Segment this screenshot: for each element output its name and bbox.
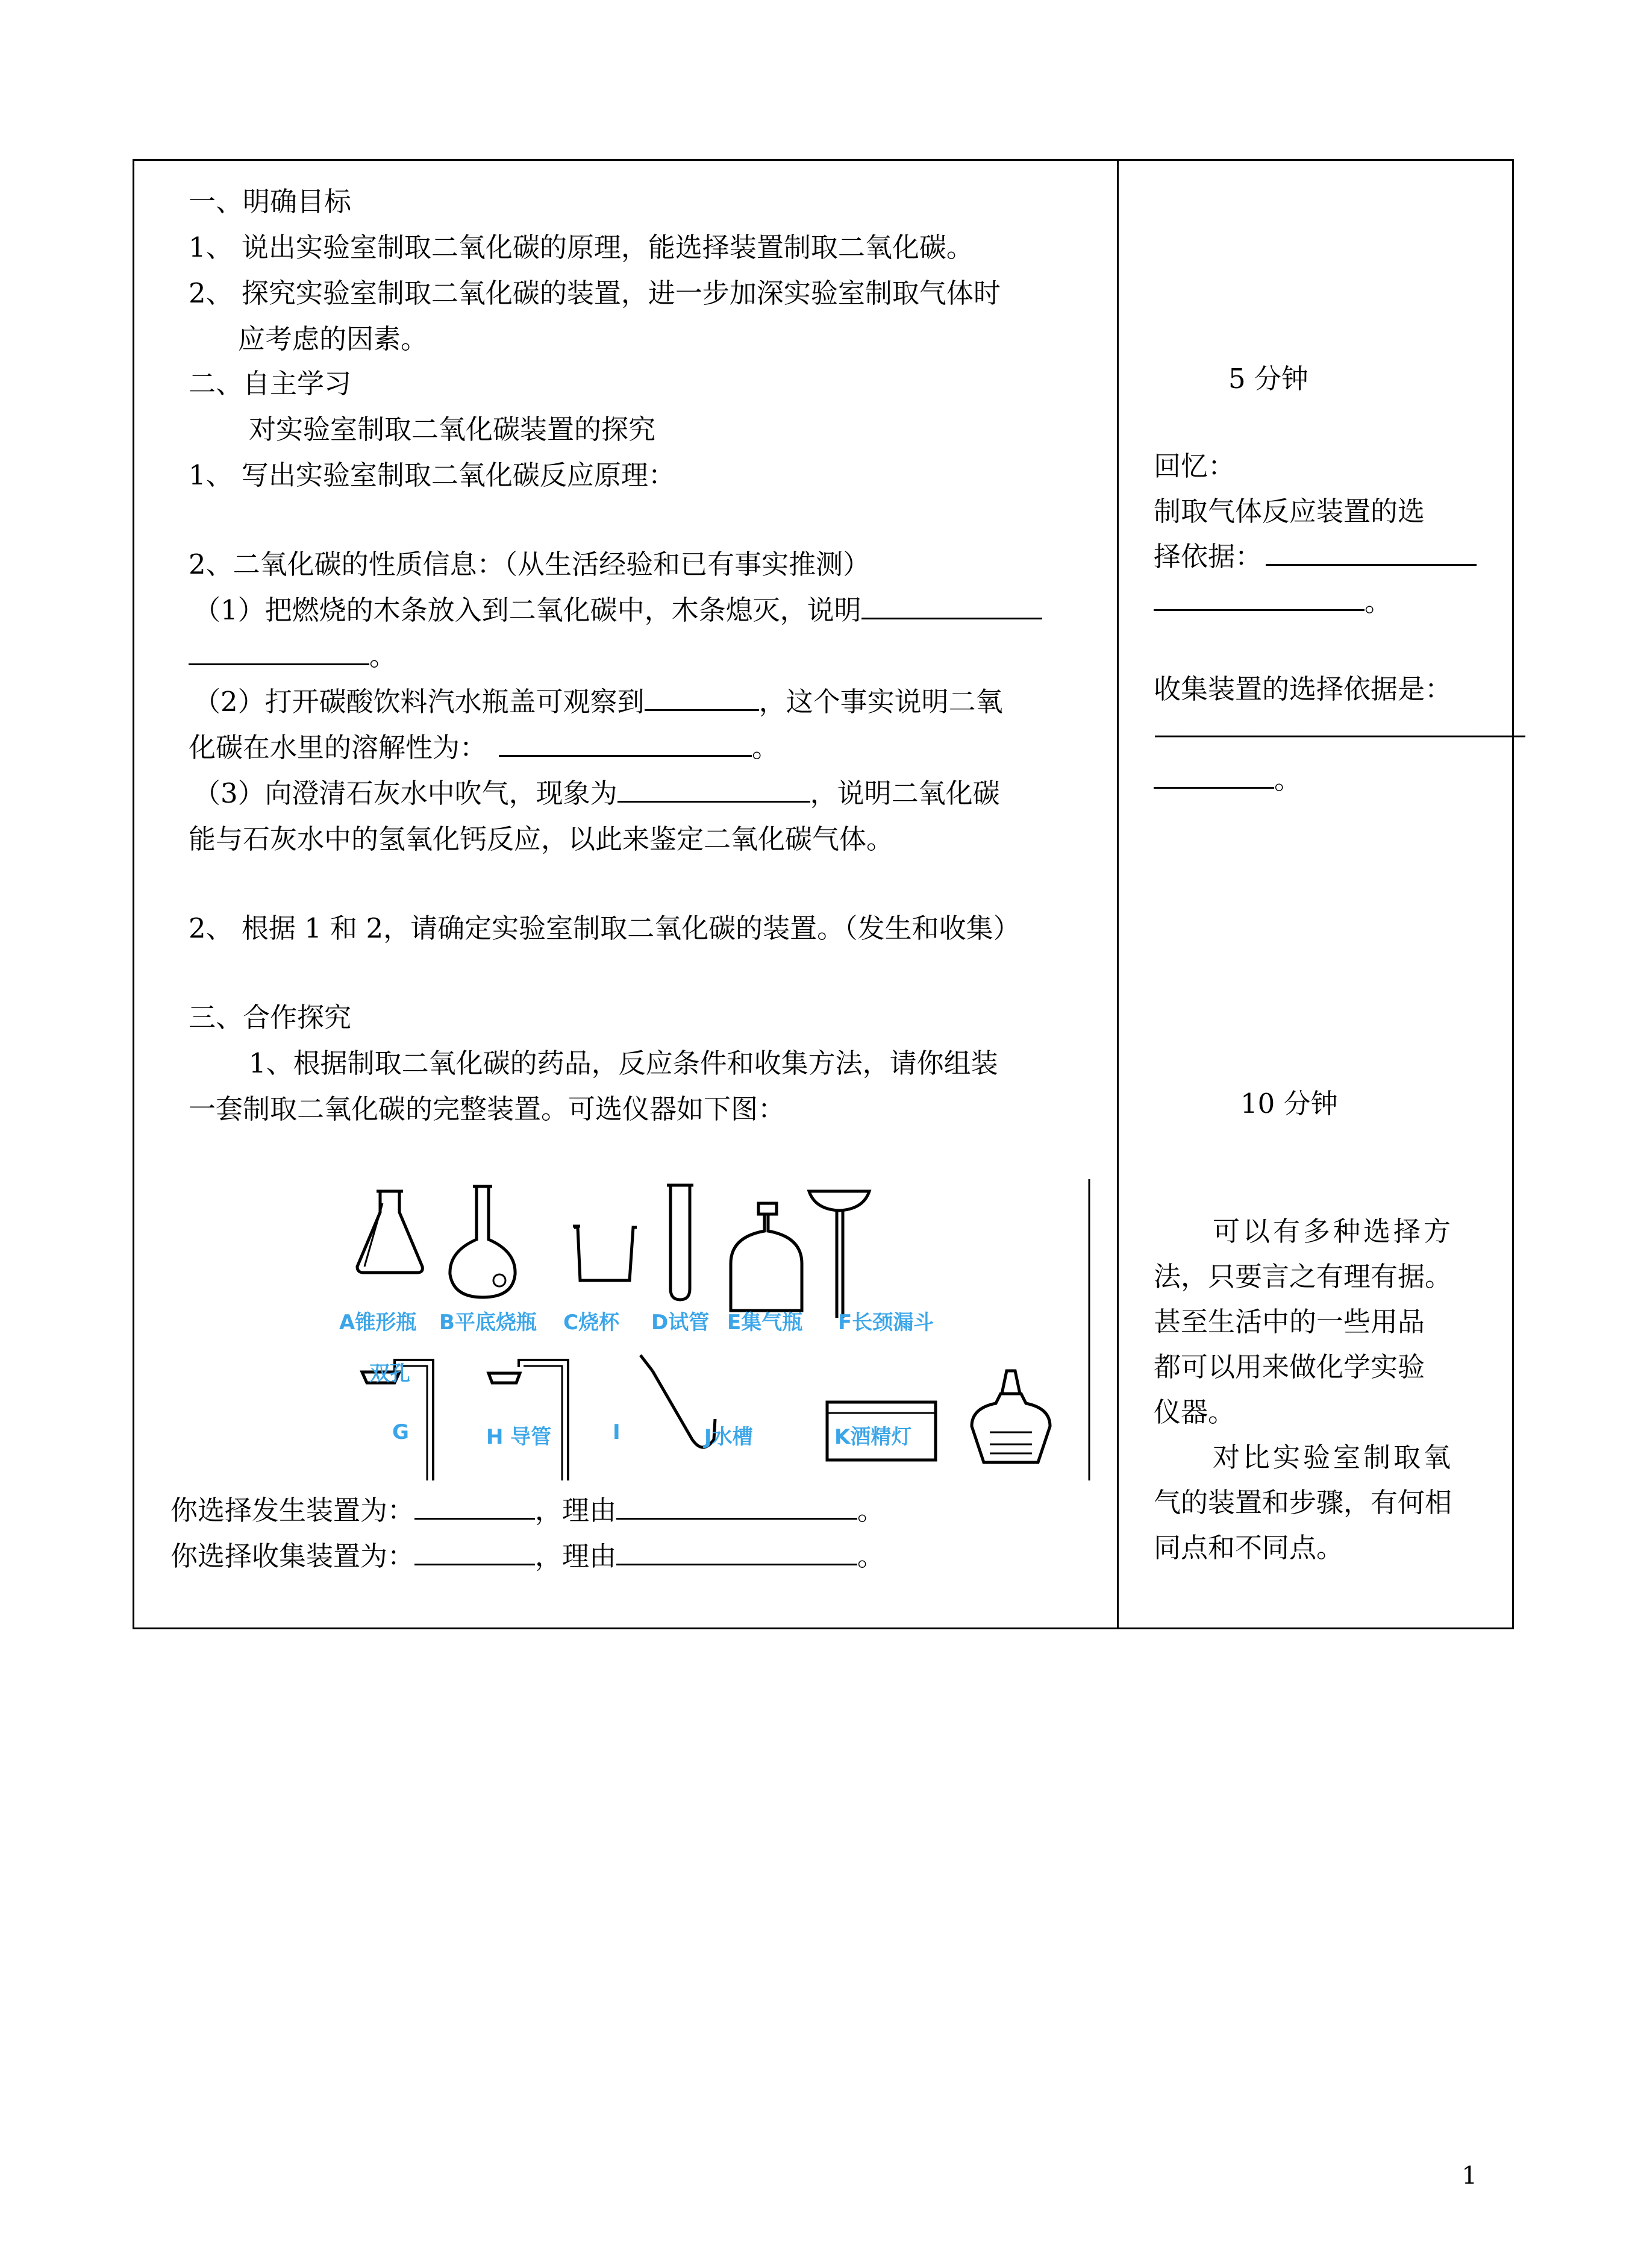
collector-choice (170, 1538, 884, 1574)
section1-heading: 一、明确目标 (189, 186, 352, 218)
section2-heading: 二、自主学习 (189, 368, 352, 399)
q2-2-text: （2）打开碳酸饮料汽水瓶盖可观察到 (193, 686, 645, 718)
note-line-2: 法，只要言之有理有据。 (1154, 1261, 1452, 1292)
note-line-7: 气的装置和步骤，有何相 (1154, 1486, 1452, 1518)
answer-blank[interactable] (616, 1494, 857, 1520)
collect-basis-end-text: 。 (1274, 763, 1302, 795)
col-reason-label: ，理由 (535, 1540, 617, 1572)
col-end: 。 (857, 1540, 885, 1572)
section2-subtitle: 对实验室制取二氧化碳装置的探究 (249, 413, 656, 445)
collect-basis-dashes: ——————————————— (1154, 718, 1524, 750)
recall-line-3 (1154, 580, 1392, 624)
section3-paragraph: 1、根据制取二氧化碳的药品，反应条件和收集方法，请你组装 (249, 1047, 998, 1079)
goal-item-2: 2、 探究实验室制取二氧化碳的装置，进一步加深实验室制取气体时 (189, 277, 1001, 309)
label-j: J水槽 (704, 1425, 753, 1449)
recall-line-1: 制取气体反应装置的选 (1154, 495, 1425, 527)
question-2: 2、二氧化碳的性质信息：（从生活经验和已有事实推测） (189, 548, 871, 580)
time-estimate-2: 10 分钟 (1240, 1088, 1338, 1120)
answer-blank[interactable] (1154, 763, 1274, 789)
goal-item-2-cont: 应考虑的因素。 (238, 323, 428, 355)
note-line-4: 都可以用来做化学实验 (1154, 1351, 1425, 1383)
answer-blank[interactable] (1154, 585, 1365, 611)
column-divider (1117, 161, 1119, 1627)
answer-blank[interactable] (414, 1494, 535, 1520)
answer-blank[interactable] (189, 639, 369, 665)
answer-blank[interactable] (499, 731, 752, 757)
apparatus-figure (339, 1179, 1110, 1480)
time-estimate-1: 5 分钟 (1228, 363, 1308, 395)
answer-blank[interactable] (1266, 540, 1477, 566)
q2-2-end: 。 (752, 731, 780, 763)
page-number: 1 (1461, 2162, 1477, 2190)
q2-2-cont-text: 化碳在水里的溶解性为： (189, 731, 487, 763)
section3-paragraph-cont: 一套制取二氧化碳的完整装置。可选仪器如下图： (189, 1093, 786, 1125)
q2-2-text-post: ，这个事实说明二氧 (758, 686, 1003, 718)
question-2-1 (193, 592, 1042, 628)
answer-blank[interactable] (861, 594, 1042, 619)
question-2-1-cont (189, 638, 396, 674)
label-h: H 导管 (486, 1425, 552, 1449)
label-c: C烧杯 (563, 1311, 619, 1335)
gen-end: 。 (857, 1494, 885, 1526)
note-line-6: 对比实验室制取氧 (1213, 1441, 1454, 1473)
q2-3-text-post: ，说明二氧化碳 (810, 777, 1000, 809)
q2-1-end: 。 (369, 640, 397, 672)
note-line-5: 仪器。 (1154, 1396, 1236, 1428)
question-2-2 (193, 684, 1003, 720)
recall-line-2 (1154, 534, 1477, 578)
label-b: B平底烧瓶 (439, 1311, 537, 1335)
note-line-3: 甚至生活中的一些用品 (1154, 1306, 1425, 1338)
goal-item-1: 1、 说出实验室制取二氧化碳的原理，能选择装置制取二氧化碳。 (189, 231, 974, 263)
note-line-8: 同点和不同点。 (1154, 1532, 1344, 1564)
note-line-1: 可以有多种选择方 (1213, 1215, 1454, 1247)
question-2-2-cont (189, 730, 779, 766)
label-k: K酒精灯 (834, 1425, 912, 1449)
gen-reason-label: ，理由 (535, 1494, 617, 1526)
recall-heading: 回忆： (1154, 450, 1236, 482)
collect-basis-end (1154, 757, 1301, 801)
question-3: 2、 根据 1 和 2，请确定实验室制取二氧化碳的装置。（发生和收集） (189, 912, 1021, 944)
answer-blank[interactable] (617, 777, 810, 803)
label-d: D试管 (651, 1311, 710, 1335)
answer-blank[interactable] (645, 685, 759, 711)
worksheet-table (133, 159, 1524, 1629)
label-a: A锥形瓶 (339, 1311, 417, 1335)
label-g-extra: 双孔 (369, 1362, 410, 1386)
question-2-3-cont: 能与石灰水中的氢氧化钙反应，以此来鉴定二氧化碳气体。 (189, 823, 894, 855)
generator-choice (170, 1493, 884, 1529)
label-e: E集气瓶 (727, 1311, 803, 1335)
recall-line-2-text: 择依据： (1154, 540, 1263, 572)
q2-1-text: （1）把燃烧的木条放入到二氧化碳中，木条熄灭，说明 (193, 594, 861, 626)
recall-line-3-end: 。 (1365, 586, 1392, 618)
question-2-3 (193, 775, 1000, 812)
answer-blank[interactable] (414, 1540, 535, 1565)
label-f: F长颈漏斗 (838, 1311, 934, 1335)
label-i: I (613, 1420, 621, 1444)
col-label: 你选择收集装置为： (170, 1540, 415, 1572)
q2-3-text: （3）向澄清石灰水中吹气，现象为 (193, 777, 617, 809)
section3-heading: 三、合作探究 (189, 1001, 352, 1033)
collect-basis: 收集装置的选择依据是： (1154, 673, 1452, 705)
answer-blank[interactable] (616, 1540, 857, 1565)
question-1: 1、 写出实验室制取二氧化碳反应原理： (189, 459, 675, 491)
gen-label: 你选择发生装置为： (170, 1494, 415, 1526)
label-g: G (392, 1420, 409, 1444)
